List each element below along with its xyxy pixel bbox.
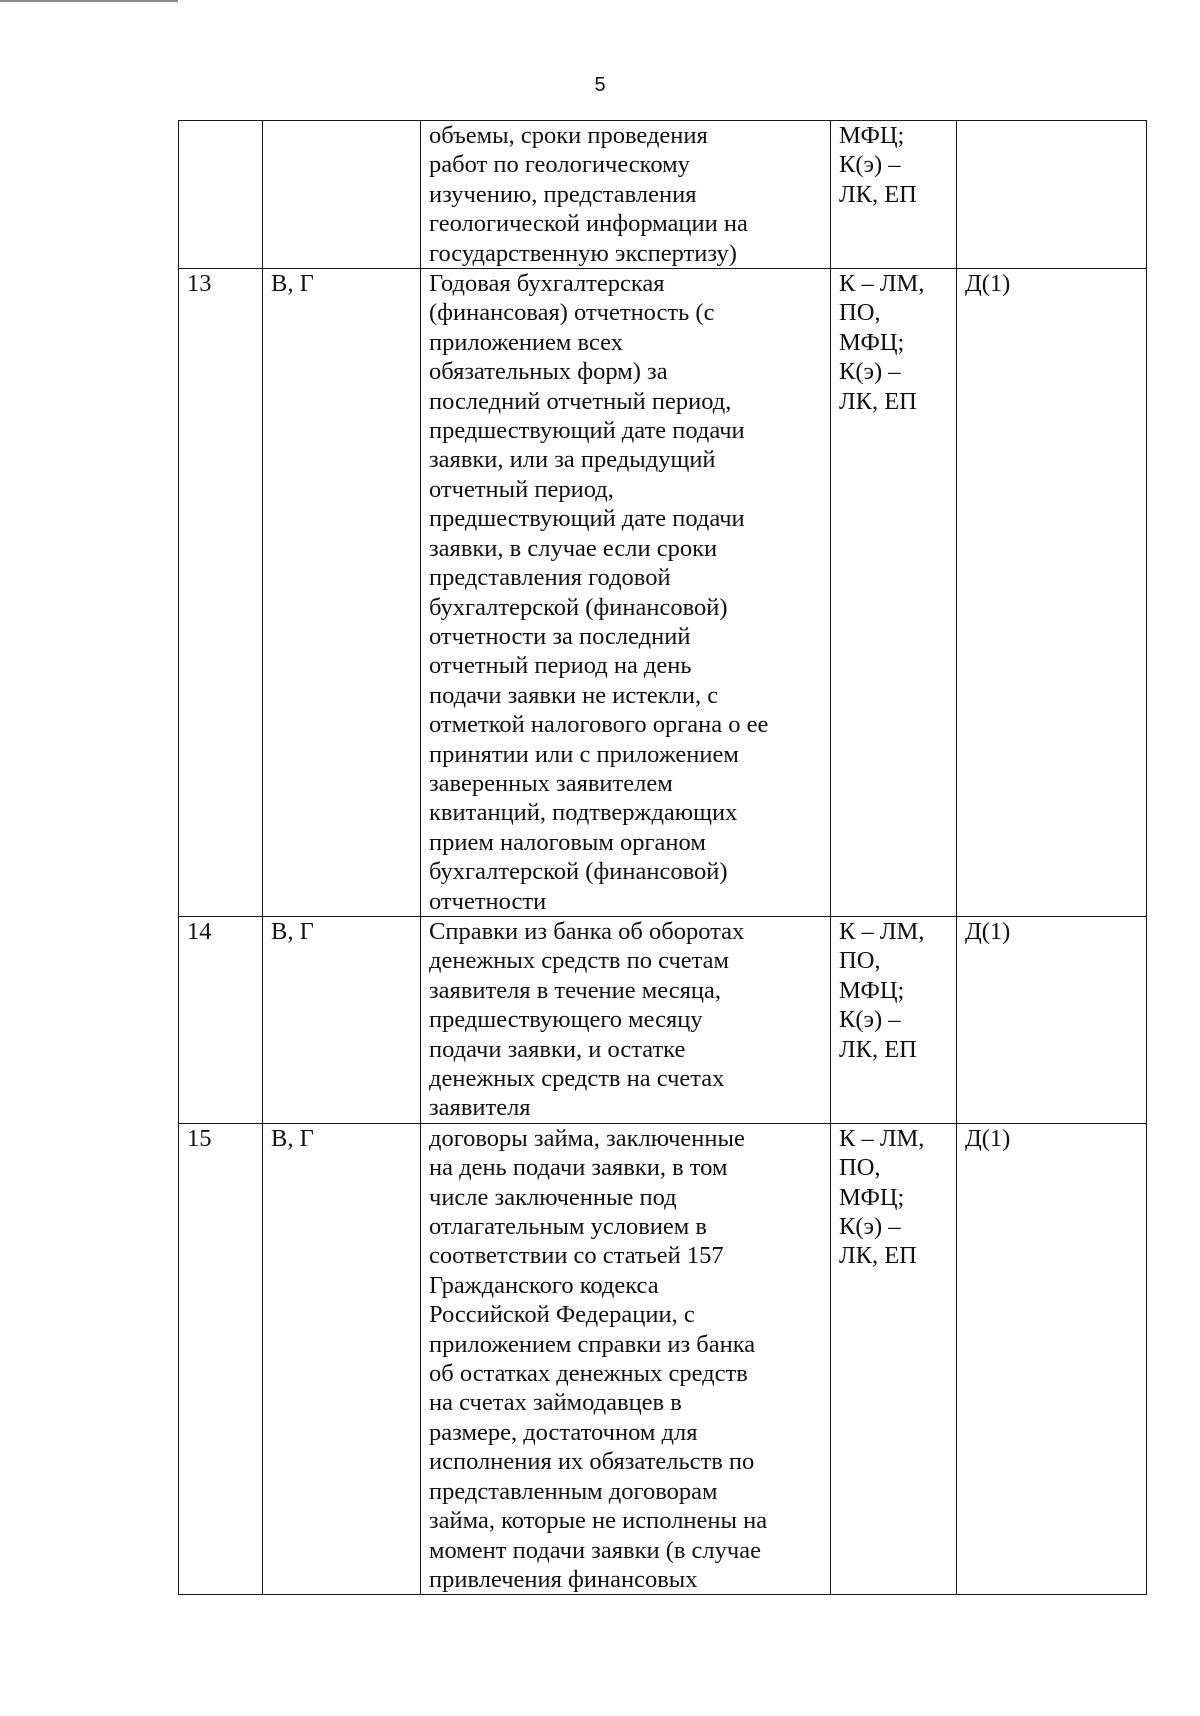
row-number-cell: 15	[179, 1123, 263, 1595]
document-description-cell: Годовая бухгалтерская (финансовая) отчетность (с приложением всех обязательных форм) за последний отчетный период, предшествующий дате подачи заявки, или за предыдущий отчетный период, предшествующий дате подачи заявки, в случае если сроки представления годовой бухгалтерской (финансовой) отчетности за последний отчетный период на день подачи заявки не истекли, с отметкой налогового органа о ее принятии или с приложением заверенных заявителем квитанций, подтверждающих прием налоговым органом бухгалтерской (финансовой) отчетности	[421, 269, 831, 917]
scan-edge-line	[0, 0, 178, 2]
document-form-cell	[957, 121, 1147, 269]
document-description-cell: договоры займа, заключенные на день подачи заявки, в том числе заключенные под отлагательным условием в соответствии со статьей 157 Гражданского кодекса Российской Федерации, с приложением справки из банка об остатках денежных средств на счетах займодавцев в размере, достаточном для исполнения их обязательств по представленным договорам займа, которые не исполнены на момент подачи заявки (в случае привлечения финансовых	[421, 1123, 831, 1595]
documents-table	[178, 120, 1147, 1595]
table-row	[179, 269, 1147, 917]
submission-method-cell: К – ЛМ, ПО, МФЦ; К(э) – ЛК, ЕП	[831, 1123, 957, 1595]
page-number: 5	[594, 74, 606, 96]
table-row	[179, 121, 1147, 269]
applicant-type-cell: В, Г	[263, 916, 421, 1123]
table-row	[179, 916, 1147, 1123]
submission-method-cell: МФЦ; К(э) – ЛК, ЕП	[831, 121, 957, 269]
submission-method-cell: К – ЛМ, ПО, МФЦ; К(э) – ЛК, ЕП	[831, 269, 957, 917]
document-form-cell: Д(1)	[957, 916, 1147, 1123]
applicant-type-cell	[263, 121, 421, 269]
document-form-cell: Д(1)	[957, 1123, 1147, 1595]
submission-method-cell: К – ЛМ, ПО, МФЦ; К(э) – ЛК, ЕП	[831, 916, 957, 1123]
row-number-cell: 14	[179, 916, 263, 1123]
document-form-cell: Д(1)	[957, 269, 1147, 917]
row-number-cell	[179, 121, 263, 269]
table-row	[179, 1123, 1147, 1595]
applicant-type-cell: В, Г	[263, 269, 421, 917]
document-description-cell: объемы, сроки проведения работ по геологическому изучению, представления геологической информации на государственную экспертизу)	[421, 121, 831, 269]
row-number-cell: 13	[179, 269, 263, 917]
applicant-type-cell: В, Г	[263, 1123, 421, 1595]
document-description-cell: Справки из банка об оборотах денежных средств по счетам заявителя в течение месяца, предшествующего месяцу подачи заявки, и остатке денежных средств на счетах заявителя	[421, 916, 831, 1123]
